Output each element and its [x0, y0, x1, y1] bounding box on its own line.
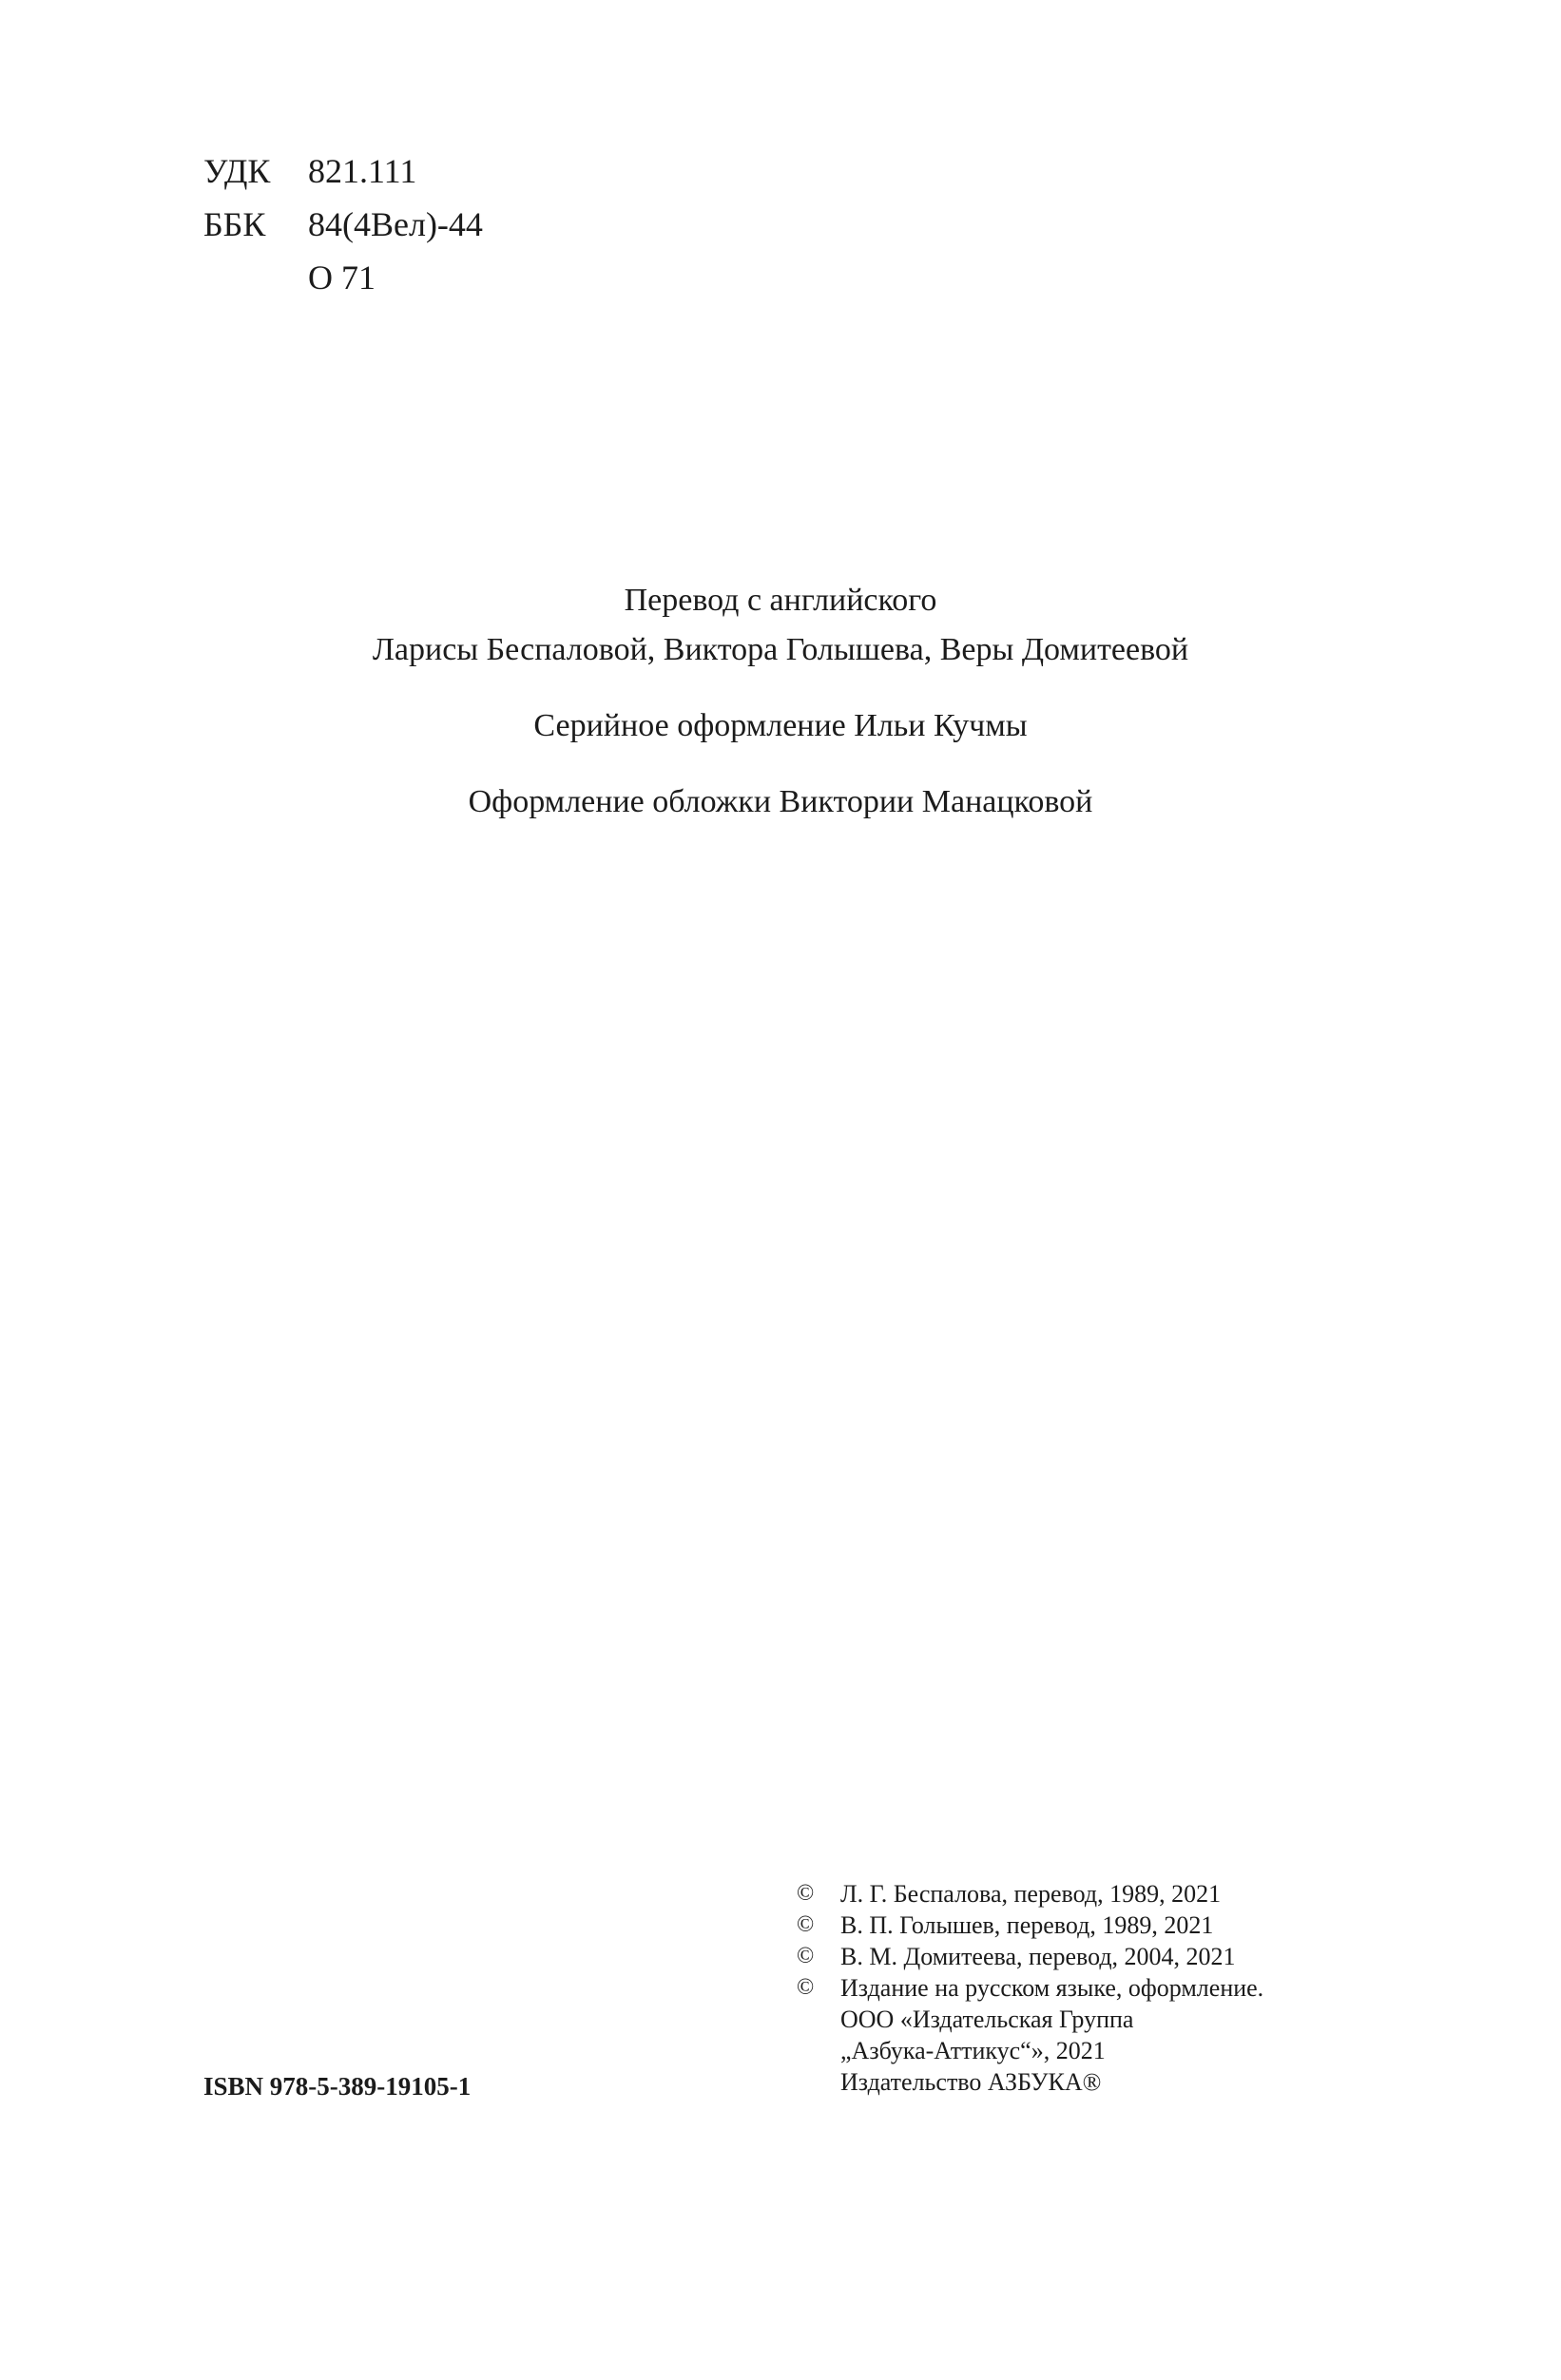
copyright-entry	[797, 1878, 1263, 1910]
classification-block	[203, 144, 483, 304]
copyright-icon: ©	[797, 1881, 815, 1906]
udk-label: УДК	[203, 152, 271, 190]
credits-block	[0, 576, 1561, 827]
publisher-line: ООО «Издательская Группа	[840, 2006, 1134, 2033]
author-mark-spacer	[203, 251, 308, 304]
copyright-icon: ©	[797, 1975, 815, 2000]
translation-line-2: Ларисы Беспаловой, Виктора Голышева, Веры Домитеевой	[372, 632, 1189, 667]
bbk-row	[203, 198, 483, 251]
copyright-block	[797, 1878, 1263, 2098]
copyright-text: Издание на русском языке, оформление.	[840, 1974, 1264, 2002]
publisher-line: „Азбука-Аттикус“», 2021	[840, 2037, 1106, 2064]
author-mark-row	[203, 251, 483, 304]
copyright-entry	[797, 1941, 1263, 1972]
copyright-icon: ©	[797, 1912, 815, 1937]
publisher-line: Издательство АЗБУКА®	[840, 2068, 1102, 2096]
series-design-credit: Серийное оформление Ильи Кучмы	[533, 708, 1028, 743]
cover-design-credit: Оформление обложки Виктории Манацковой	[468, 784, 1093, 819]
copyright-icon: ©	[797, 1944, 815, 1968]
translation-line-1: Перевод с английского	[624, 583, 937, 618]
copyright-text: В. П. Голышев, перевод, 1989, 2021	[840, 1911, 1214, 1939]
bbk-label: ББК	[203, 205, 266, 243]
copyright-text: В. М. Домитеева, перевод, 2004, 2021	[840, 1943, 1236, 1970]
copyright-text: Л. Г. Беспалова, перевод, 1989, 2021	[840, 1880, 1222, 1908]
bbk-value: 84(4Вел)-44	[308, 205, 483, 243]
author-mark: О 71	[308, 259, 376, 297]
copyright-entry	[797, 1910, 1263, 1941]
copyright-entry	[797, 1972, 1263, 2004]
isbn: ISBN 978-5-389-19105-1	[203, 2072, 472, 2101]
udk-row	[203, 144, 483, 198]
udk-value: 821.111	[308, 152, 417, 190]
